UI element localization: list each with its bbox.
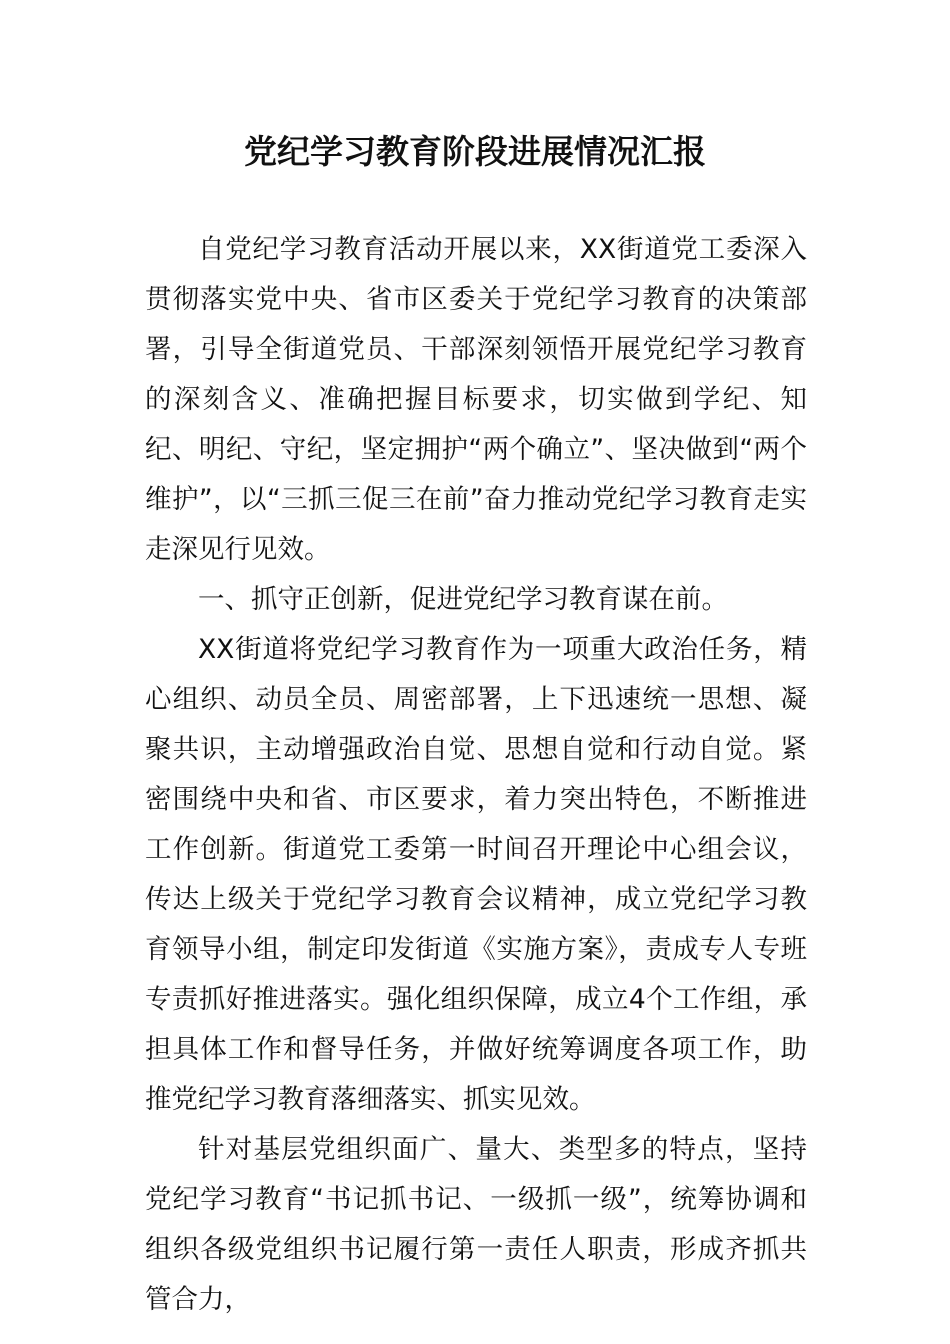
section-heading-1: 一、抓守正创新，促进党纪学习教育谋在前。	[198, 584, 728, 615]
document-body	[145, 225, 807, 1325]
paragraph-section-1: XX街道将党纪学习教育作为一项重大政治任务，精心组织、动员全员、周密部署，上下迅速统一思想、凝聚共识，主动增强政治自觉、思想自觉和行动自觉。紧密围绕中央和省、市区要求，着力突出特色，不断推进工作创新。街道党工委第一时间召开理论中心组会议，传达上级关于党纪学习教育会议精神，成立党纪学习教育领导小组，制定印发街道《实施方案》，责成专人专班专责抓好推进落实。强化组织保障，成立4个工作组，承担具体工作和督导任务，并做好统筹调度各项工作，助推党纪学习教育落细落实、抓实见效。	[145, 634, 807, 1115]
document-title: 党纪学习教育阶段进展情况汇报	[244, 132, 706, 171]
paragraph-section-1-continued: 针对基层党组织面广、量大、类型多的特点，坚持党纪学习教育“书记抓书记、一级抓一级”，统筹协调和组织各级党组织书记履行第一责任人职责，形成齐抓共管合力，	[145, 1134, 807, 1315]
paragraph-intro: 自党纪学习教育活动开展以来，XX街道党工委深入贯彻落实党中央、省市区委关于党纪学习教育的决策部署，引导全街道党员、干部深刻领悟开展党纪学习教育的深刻含义、准确把握目标要求，切实做到学纪、知纪、明纪、守纪，坚定拥护“两个确立”、坚决做到“两个维护”，以“三抓三促三在前”奋力推动党纪学习教育走实走深见行见效。	[145, 234, 807, 565]
